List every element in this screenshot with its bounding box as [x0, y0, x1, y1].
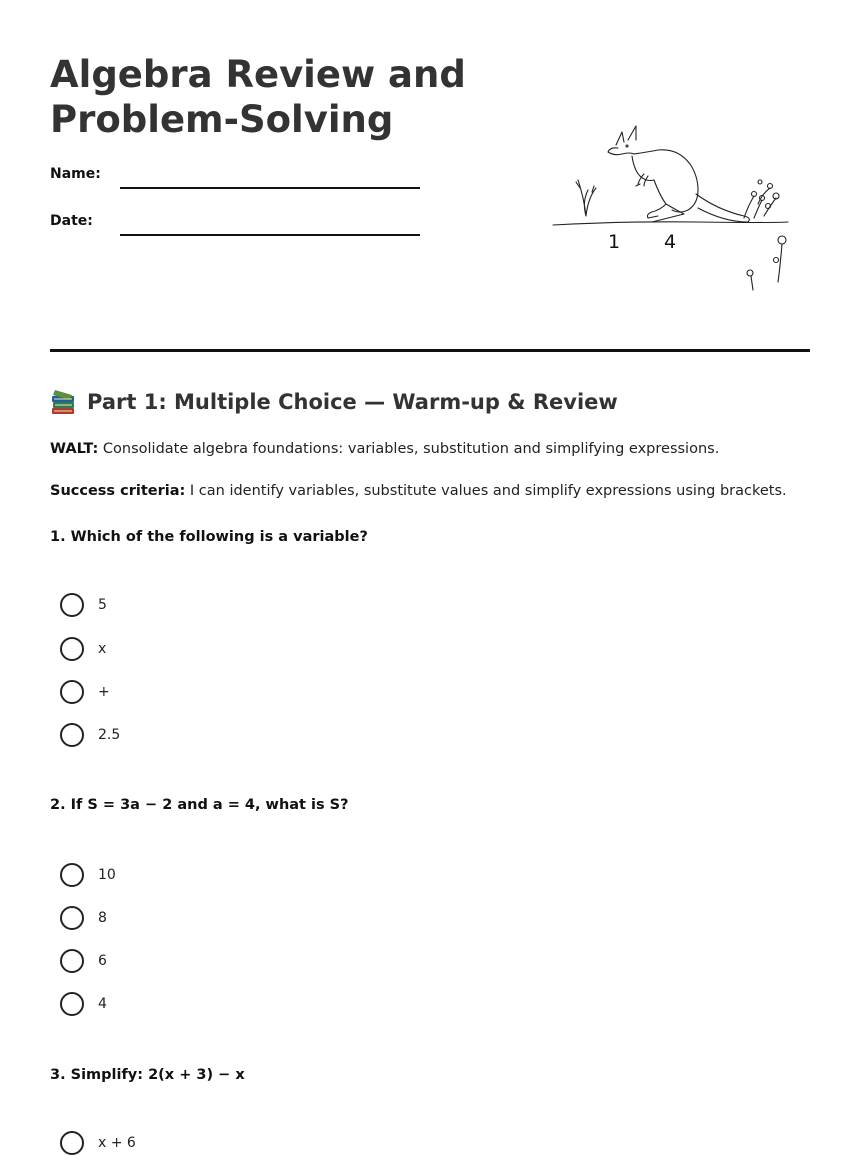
- option-label: x: [98, 641, 107, 657]
- walt-body: Consolidate algebra foundations: variables, substitution and simplifying expressions.: [98, 441, 720, 457]
- q2-option-1[interactable]: [60, 862, 116, 888]
- number-right: 4: [664, 231, 677, 253]
- success-criteria-label: Success criteria:: [50, 483, 186, 499]
- title-line-1: Algebra Review and: [50, 53, 466, 96]
- radio-button[interactable]: [60, 593, 84, 617]
- radio-button[interactable]: [60, 1131, 84, 1155]
- radio-button[interactable]: [60, 723, 84, 747]
- q2-option-4[interactable]: [60, 991, 107, 1017]
- date-label: Date:: [50, 213, 93, 229]
- q1-option-4[interactable]: [60, 722, 120, 748]
- option-label: 4: [98, 996, 107, 1012]
- option-label: 6: [98, 953, 107, 969]
- question-2: 2. If S = 3a − 2 and a = 4, what is S?: [50, 797, 349, 813]
- part1-heading: [50, 388, 618, 416]
- kangaroo-icon: [548, 118, 798, 296]
- kangaroo-illustration: [548, 118, 798, 296]
- option-label: 2.5: [98, 727, 121, 743]
- success-criteria-text: [50, 483, 787, 499]
- q1-option-2[interactable]: [60, 636, 106, 662]
- number-left: 1: [608, 231, 621, 253]
- q1-option-1[interactable]: [60, 592, 107, 618]
- radio-button[interactable]: [60, 863, 84, 887]
- section-divider: [50, 349, 810, 352]
- option-label: 5: [98, 597, 107, 613]
- q3-option-1[interactable]: [60, 1130, 136, 1156]
- page-title: [50, 52, 510, 142]
- part1-heading-text: Part 1: Multiple Choice — Warm-up & Review: [87, 390, 618, 414]
- radio-button[interactable]: [60, 949, 84, 973]
- name-field[interactable]: [120, 187, 420, 189]
- date-field[interactable]: [120, 234, 420, 236]
- option-label: 8: [98, 910, 107, 926]
- option-label: +: [98, 684, 110, 700]
- books-icon: [50, 388, 77, 416]
- walt-label: WALT:: [50, 441, 99, 457]
- radio-button[interactable]: [60, 680, 84, 704]
- walt-text: [50, 441, 719, 457]
- name-label: Name:: [50, 166, 101, 182]
- q2-option-3[interactable]: [60, 948, 107, 974]
- radio-button[interactable]: [60, 992, 84, 1016]
- success-criteria-body: I can identify variables, substitute values and simplify expressions using brackets.: [185, 483, 787, 499]
- option-label: 10: [98, 867, 116, 883]
- question-1: 1. Which of the following is a variable?: [50, 529, 368, 545]
- option-label: x + 6: [98, 1135, 136, 1151]
- title-line-2: Problem-Solving: [50, 98, 394, 141]
- radio-button[interactable]: [60, 637, 84, 661]
- q1-option-3[interactable]: [60, 679, 110, 705]
- q2-option-2[interactable]: [60, 905, 107, 931]
- radio-button[interactable]: [60, 906, 84, 930]
- question-3: 3. Simplify: 2(x + 3) − x: [50, 1067, 245, 1083]
